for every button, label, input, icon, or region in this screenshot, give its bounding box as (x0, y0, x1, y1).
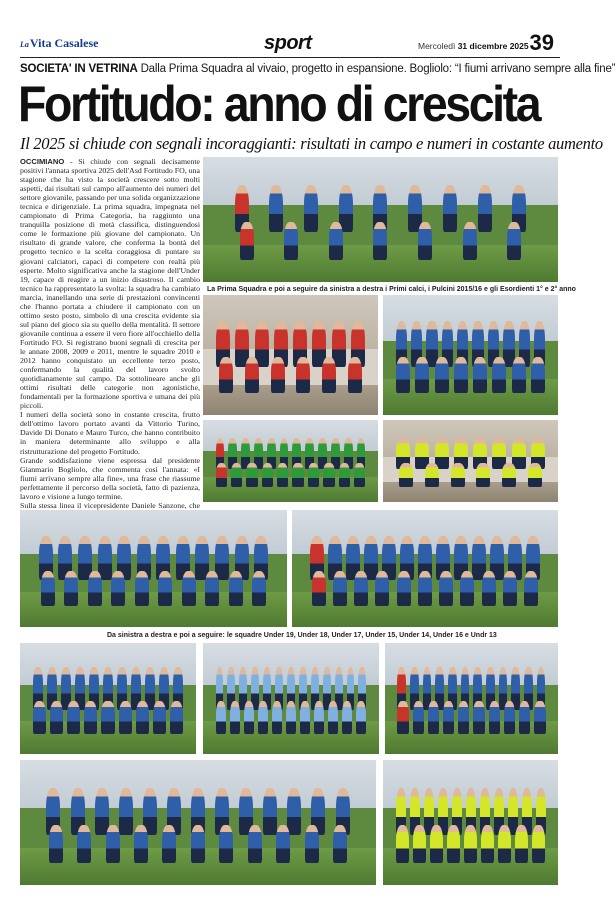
player-figure (418, 222, 432, 260)
player-figure (134, 825, 148, 863)
player-figure (300, 701, 310, 734)
player-figure (512, 357, 526, 393)
player-figure (396, 357, 410, 393)
player-figure (135, 571, 149, 606)
player-figure (430, 825, 443, 863)
date-weekday: Mercoledì (418, 41, 456, 51)
player-figure (84, 701, 97, 734)
player-figure (454, 357, 468, 393)
player-figure (272, 701, 282, 734)
players-row (214, 357, 368, 393)
article-paragraph-1 (20, 157, 200, 410)
page-number: 39 (529, 30, 554, 55)
article-paragraph-2: I numeri della società sono in costante crescita, frutto dell'ottimo lavoro portato avanti da Vittorio Turino, Davide Di Donato e Mauro Turco, che hanno contribuito in maniera determinante allo sviluppo e alla ristrutturazione del progetto Fortitudo. (20, 410, 200, 456)
player-figure (482, 571, 496, 606)
player-figure (502, 463, 516, 488)
team-photo (203, 420, 378, 502)
player-figure (64, 571, 78, 606)
player-figure (418, 571, 432, 606)
players-row (36, 571, 271, 606)
player-figure (473, 701, 484, 734)
players-row (214, 701, 369, 734)
team-photo (203, 295, 378, 415)
player-figure (519, 701, 530, 734)
players-row (308, 571, 542, 606)
player-figure (77, 825, 91, 863)
player-figure (246, 463, 257, 488)
player-figure (271, 357, 285, 393)
player-figure (507, 222, 521, 260)
article-paragraph-4: Sulla stessa linea il vicepresidente Daniele Sanzone, che (20, 500, 200, 510)
player-figure (415, 357, 429, 393)
players-row (394, 463, 548, 488)
player-figure (50, 701, 63, 734)
player-figure (111, 571, 125, 606)
kicker-text: Dalla Prima Squadra al vivaio, progetto in espansione. Bogliolo: “I fiumi arrivano sempre alla fine” (140, 63, 615, 75)
player-figure (106, 825, 120, 863)
players-row (394, 825, 548, 863)
player-figure (532, 825, 545, 863)
player-figure (464, 825, 477, 863)
masthead-logo (20, 36, 98, 51)
player-figure (397, 571, 411, 606)
player-figure (216, 463, 227, 488)
team-photo (20, 760, 376, 885)
player-figure (473, 357, 487, 393)
player-figure (312, 571, 326, 606)
player-figure (158, 571, 172, 606)
players-row (395, 701, 547, 734)
players-row (41, 825, 354, 863)
player-figure (492, 357, 506, 393)
player-figure (503, 571, 517, 606)
team-photo (385, 643, 558, 754)
player-figure (305, 825, 319, 863)
players-row (224, 222, 536, 260)
player-figure (170, 701, 183, 734)
player-figure (451, 463, 465, 488)
player-figure (481, 825, 494, 863)
player-figure (191, 825, 205, 863)
players-row (394, 357, 548, 393)
player-figure (101, 701, 114, 734)
player-figure (528, 463, 542, 488)
player-figure (292, 463, 303, 488)
player-figure (119, 701, 132, 734)
player-figure (356, 701, 366, 734)
page-header (20, 32, 560, 58)
player-figure (443, 701, 454, 734)
player-figure (162, 825, 176, 863)
player-figure (354, 571, 368, 606)
player-figure (396, 825, 409, 863)
player-figure (245, 357, 259, 393)
player-figure (322, 357, 336, 393)
player-figure (323, 463, 334, 488)
player-figure (447, 825, 460, 863)
caption-top: La Prima Squadra e poi a seguire da sinistra a destra i Primi calci, i Pulcini 2015/16 e gli Esordienti 1° e 2° anno (207, 286, 576, 293)
player-figure (136, 701, 149, 734)
player-figure (286, 701, 296, 734)
player-figure (435, 357, 449, 393)
player-figure (425, 463, 439, 488)
player-figure (524, 571, 538, 606)
player-figure (49, 825, 63, 863)
player-figure (219, 825, 233, 863)
player-figure (329, 222, 343, 260)
team-photo (203, 643, 379, 754)
player-figure (308, 463, 319, 488)
player-figure (373, 222, 387, 260)
article-subtitle: Il 2025 si chiude con segnali incoraggianti: risultati in campo e numeri in costante aumento (20, 134, 603, 153)
player-figure (498, 825, 511, 863)
player-figure (244, 701, 254, 734)
date-month-year: dicembre 2025 (469, 41, 529, 51)
player-figure (354, 463, 365, 488)
player-figure (515, 825, 528, 863)
player-figure (230, 701, 240, 734)
player-figure (375, 571, 389, 606)
player-figure (205, 571, 219, 606)
player-figure (399, 463, 413, 488)
player-figure (252, 571, 266, 606)
player-figure (41, 571, 55, 606)
player-figure (153, 701, 166, 734)
article-body (20, 157, 200, 510)
player-figure (314, 701, 324, 734)
team-photo (20, 643, 196, 754)
player-figure (328, 701, 338, 734)
player-figure (413, 825, 426, 863)
team-photo (203, 157, 558, 282)
players-row (214, 463, 368, 488)
player-figure (531, 357, 545, 393)
player-figure (248, 825, 262, 863)
player-figure (258, 701, 268, 734)
team-photo (383, 760, 558, 885)
player-figure (88, 571, 102, 606)
masthead-prefix: La (20, 40, 29, 49)
team-photo (383, 295, 558, 415)
team-photo (383, 420, 558, 502)
player-figure (284, 222, 298, 260)
player-figure (413, 701, 424, 734)
player-figure (463, 222, 477, 260)
issue-date (418, 41, 529, 51)
player-figure (489, 701, 500, 734)
kicker-lead: SOCIETA' IN VETRINA (20, 63, 138, 75)
article-title: Fortitudo: anno di crescita (18, 76, 540, 132)
player-figure (240, 222, 254, 260)
player-figure (428, 701, 439, 734)
player-figure (460, 571, 474, 606)
player-figure (277, 463, 288, 488)
team-photo (20, 510, 287, 627)
team-photo (292, 510, 558, 627)
players-row (31, 701, 186, 734)
player-figure (397, 701, 408, 734)
player-figure (504, 701, 515, 734)
player-figure (276, 825, 290, 863)
player-figure (348, 357, 362, 393)
player-figure (216, 701, 226, 734)
player-figure (33, 701, 46, 734)
player-figure (534, 701, 545, 734)
section-label: sport (264, 32, 312, 54)
player-figure (333, 571, 347, 606)
article-kicker (20, 63, 615, 75)
caption-middle: Da sinistra a destra e poi a seguire: le squadre Under 19, Under 18, Under 17, Under 15, Under 14, Under 16 e Undr 13 (107, 632, 497, 639)
player-figure (439, 571, 453, 606)
player-figure (458, 701, 469, 734)
article-paragraph-3: Grande soddisfazione viene espressa dal presidente Gianmario Bogliolo, che commenta così l'annata: «I fiumi arrivano sempre alla fine», una frase che riassume perfettamente il percorso della società, fatto di pazienza, lavoro e visione a lungo termine. (20, 455, 200, 501)
article-text-1: - Si chiude con segnali decisamente positivi l'annata sportiva 2025 dell'Asd Fortitudo FO, una stagione che ha visto la società crescere sotto molti aspetti, dai risultati sul campo all'aumento dei numeri del settore giovanile, passando per una solida organizzazione tecnica e dirigenziale. La prima squadra, impegnata nel campionato di Prima Categoria, ha raggiunto una tranquilla posizione di metà classifica, distinguendosi come le formazione più giovane del campionato. Un risultato di grande valore, che conferma la bontà del progetto tecnico e la scelta coraggiosa di puntare su giovani calciatori, capaci di competere con realtà più esperte. Molto significativa anche la stagione dell'Under 19, capace di reagire a un inizio disastroso. Il cambio tecnico ha rappresentato la svolta: la squadra ha cambiato marcia, inanellando una serie di prestazioni convincenti che l'hanno portata a chiudere il campionato con un ottimo sesto posto, simbolo di una crescita evidente sia sul piano del gioco sia su quello della mentalità. Il settore giovanile continua a essere il vero fiore all'occhiello della Fortitudo FO. Si registrano buoni segnali di crescita per le annate 2008, 2009 e 2011, mentre le squadre 2010 e 2012 hanno conquistato un eccellente terzo posto, confermando la qualità del lavoro svolto quotidianamente sul campo. Da sottolineare anche gli ottimi risultati delle categorie non agonistiche, fondamentali per la formazione sportiva e umana dei più piccoli. (20, 157, 200, 411)
masthead-name: Vita Casalese (29, 36, 99, 50)
player-figure (342, 701, 352, 734)
player-figure (339, 463, 350, 488)
player-figure (229, 571, 243, 606)
player-figure (476, 463, 490, 488)
date-day: 31 (457, 41, 468, 51)
player-figure (67, 701, 80, 734)
player-figure (296, 357, 310, 393)
player-figure (182, 571, 196, 606)
player-figure (333, 825, 347, 863)
player-figure (262, 463, 273, 488)
player-figure (219, 357, 233, 393)
player-figure (231, 463, 242, 488)
article-place: OCCIMIANO (20, 157, 65, 166)
